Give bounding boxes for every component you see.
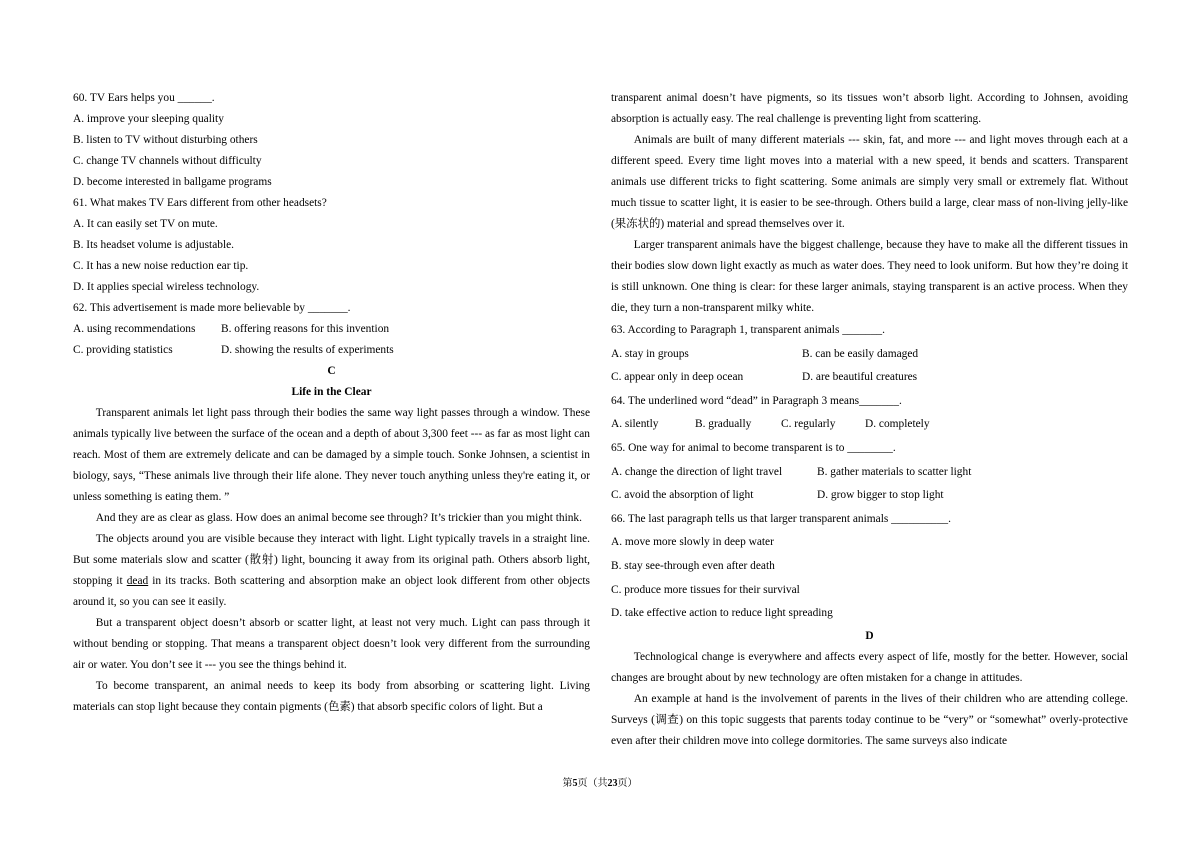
q65-option-b: B. gather materials to scatter light bbox=[817, 465, 972, 478]
q66-option-d: D. take effective action to reduce light spreading bbox=[611, 607, 833, 620]
question-61: 61. What makes TV Ears different from other headsets? bbox=[73, 197, 327, 209]
q65-option-a: A. change the direction of light travel bbox=[611, 465, 783, 478]
q61-option-c: C. It has a new noise reduction ear tip. bbox=[73, 260, 249, 272]
footer-total-pages: 23 bbox=[607, 778, 618, 789]
q62-option-c: C. providing statistics bbox=[73, 344, 173, 356]
footer-page-number: 5 bbox=[572, 778, 578, 789]
passage-c-paragraph-1: Transparent animals let light pass through their bodies the same way light passes through a window. These animals typically live between the surface of the ocean and a depth of about 3,300 feet --- as far as most light can reach. Most of them are extremely delicate and can be damaged by a simple touch. Sonke Johnsen, a scientist in biology, says, “These animals live through their life alone. They never touch anything unless they're eating it, or unless something is eating them. ” bbox=[73, 407, 590, 503]
footer-middle: 页（共 bbox=[577, 778, 608, 789]
q64-option-c: C. regularly bbox=[781, 418, 836, 431]
q61-option-a: A. It can easily set TV on mute. bbox=[73, 218, 218, 230]
q64-option-a: A. silently bbox=[611, 418, 659, 431]
q62-option-b: B. offering reasons for this invention bbox=[221, 323, 390, 335]
passage-c-paragraph-2: And they are as clear as glass. How does an animal become see through? It’s trickier than you might think. bbox=[95, 512, 582, 524]
q65-option-d: D. grow bigger to stop light bbox=[817, 489, 944, 502]
question-65: 65. One way for animal to become transparent is to ________. bbox=[611, 441, 896, 454]
para3-text-after: in its tracks. Both scattering and absorption make an object look different from other objects around it, so you can see it easily. bbox=[73, 575, 590, 608]
underlined-word-dead: dead bbox=[126, 575, 149, 587]
passage-c-continuation: transparent animal doesn’t have pigments, so its tissues won’t absorb light. According to Johnsen, avoiding absorption is actually easy. The real challenge is preventing light from scattering. bbox=[611, 92, 1128, 125]
q64-option-b: B. gradually bbox=[695, 418, 752, 431]
passage-c-paragraph-4: But a transparent object doesn’t absorb or scatter light, at least not very much. Light can pass through it without bending or stopping. That means a transparent object doesn’t look very different from the surrounding air or water. You don’t see it --- you see the things behind it. bbox=[73, 617, 590, 671]
section-c-letter: C bbox=[327, 365, 336, 377]
q60-option-d: D. become interested in ballgame programs bbox=[73, 176, 272, 188]
q62-options-row-2 bbox=[73, 340, 590, 361]
q63-option-d: D. are beautiful creatures bbox=[802, 371, 918, 384]
question-62: 62. This advertisement is made more believable by _______. bbox=[73, 302, 351, 314]
q62-option-a: A. using recommendations bbox=[73, 323, 196, 335]
para3-text-before: The objects around you are visible because they interact with light. Light typically travels in a straight line. But some materials slow and scatter (散射) light, bouncing it away from its original path. Others absorb light, stopping it bbox=[73, 533, 590, 587]
q64-options-row bbox=[611, 413, 1128, 437]
q61-option-b: B. Its headset volume is adjustable. bbox=[73, 239, 235, 251]
passage-c-paragraph-5: To become transparent, an animal needs to keep its body from absorbing or scattering light. Living materials can stop light because they contain pigments (色素) that absorb specific colors of light. But a bbox=[73, 680, 590, 713]
footer-suffix: 页） bbox=[617, 778, 638, 789]
q65-options-row-2 bbox=[611, 484, 1128, 508]
passage-d-paragraph-1: Technological change is everywhere and affects every aspect of life, mostly for the better. However, social changes are brought about by new technology are often mistaken for a change in attitudes. bbox=[611, 650, 1128, 684]
question-60: 60. TV Ears helps you ______. bbox=[73, 92, 215, 104]
question-66: 66. The last paragraph tells us that larger transparent animals __________. bbox=[611, 512, 951, 525]
q63-option-b: B. can be easily damaged bbox=[802, 347, 919, 360]
question-63: 63. According to Paragraph 1, transparent animals _______. bbox=[611, 324, 885, 336]
question-64: 64. The underlined word “dead” in Paragraph 3 means_______. bbox=[611, 394, 902, 407]
q60-option-b: B. listen to TV without disturbing others bbox=[73, 134, 258, 146]
q63-options-row-1 bbox=[611, 343, 1128, 367]
q63-option-a: A. stay in groups bbox=[611, 347, 689, 360]
q60-option-a: A. improve your sleeping quality bbox=[73, 113, 224, 125]
q63-options-row-2 bbox=[611, 366, 1128, 390]
section-c-title: Life in the Clear bbox=[291, 386, 372, 398]
page-footer bbox=[0, 774, 1200, 789]
q65-options-row-1 bbox=[611, 461, 1128, 485]
q66-option-b: B. stay see-through even after death bbox=[611, 559, 775, 572]
q66-option-c: C. produce more tissues for their survival bbox=[611, 583, 800, 596]
q62-options-row-1 bbox=[73, 319, 590, 340]
footer-prefix: 第 bbox=[562, 778, 573, 789]
q62-option-d: D. showing the results of experiments bbox=[221, 344, 394, 356]
passage-d-paragraph-2: An example at hand is the involvement of parents in the lives of their children who are attending college. Surveys (调查) on this topic suggests that parents today continue to be “very” or “somewhat” overly-protective even after their children move into college dormitories. The same surveys also indicate bbox=[611, 692, 1128, 747]
passage-c-paragraph-7: Larger transparent animals have the biggest challenge, because they have to make all the different tissues in their bodies slow down light exactly as much as water does. They need to look uniform. But how they’re doing it is still unknown. One thing is clear: for these larger animals, staying transparent is an active process. When they die, they turn a non-transparent milky white. bbox=[611, 239, 1128, 314]
q61-option-d: D. It applies special wireless technology. bbox=[73, 281, 260, 293]
q65-option-c: C. avoid the absorption of light bbox=[611, 489, 754, 502]
left-column bbox=[73, 88, 590, 718]
q64-option-d: D. completely bbox=[865, 418, 930, 431]
q66-option-a: A. move more slowly in deep water bbox=[611, 536, 774, 549]
right-column bbox=[611, 88, 1128, 752]
passage-c-paragraph-6: Animals are built of many different materials --- skin, fat, and more --- and light moves through each at a different speed. Every time light moves into a material with a new speed, it bends and scatters. Transparent animals use different tricks to fight scattering. Some animals are simply very small or extremely flat. Without much tissue to scatter light, it is easier to be see-through. Others build a large, clear mass of non-living jelly-like (果冻状的) material and spread themselves over it. bbox=[611, 134, 1128, 230]
passage-c-paragraph-3 bbox=[73, 529, 590, 613]
q63-option-c: C. appear only in deep ocean bbox=[611, 371, 744, 384]
q60-option-c: C. change TV channels without difficulty bbox=[73, 155, 262, 167]
section-d-letter: D bbox=[865, 629, 874, 642]
